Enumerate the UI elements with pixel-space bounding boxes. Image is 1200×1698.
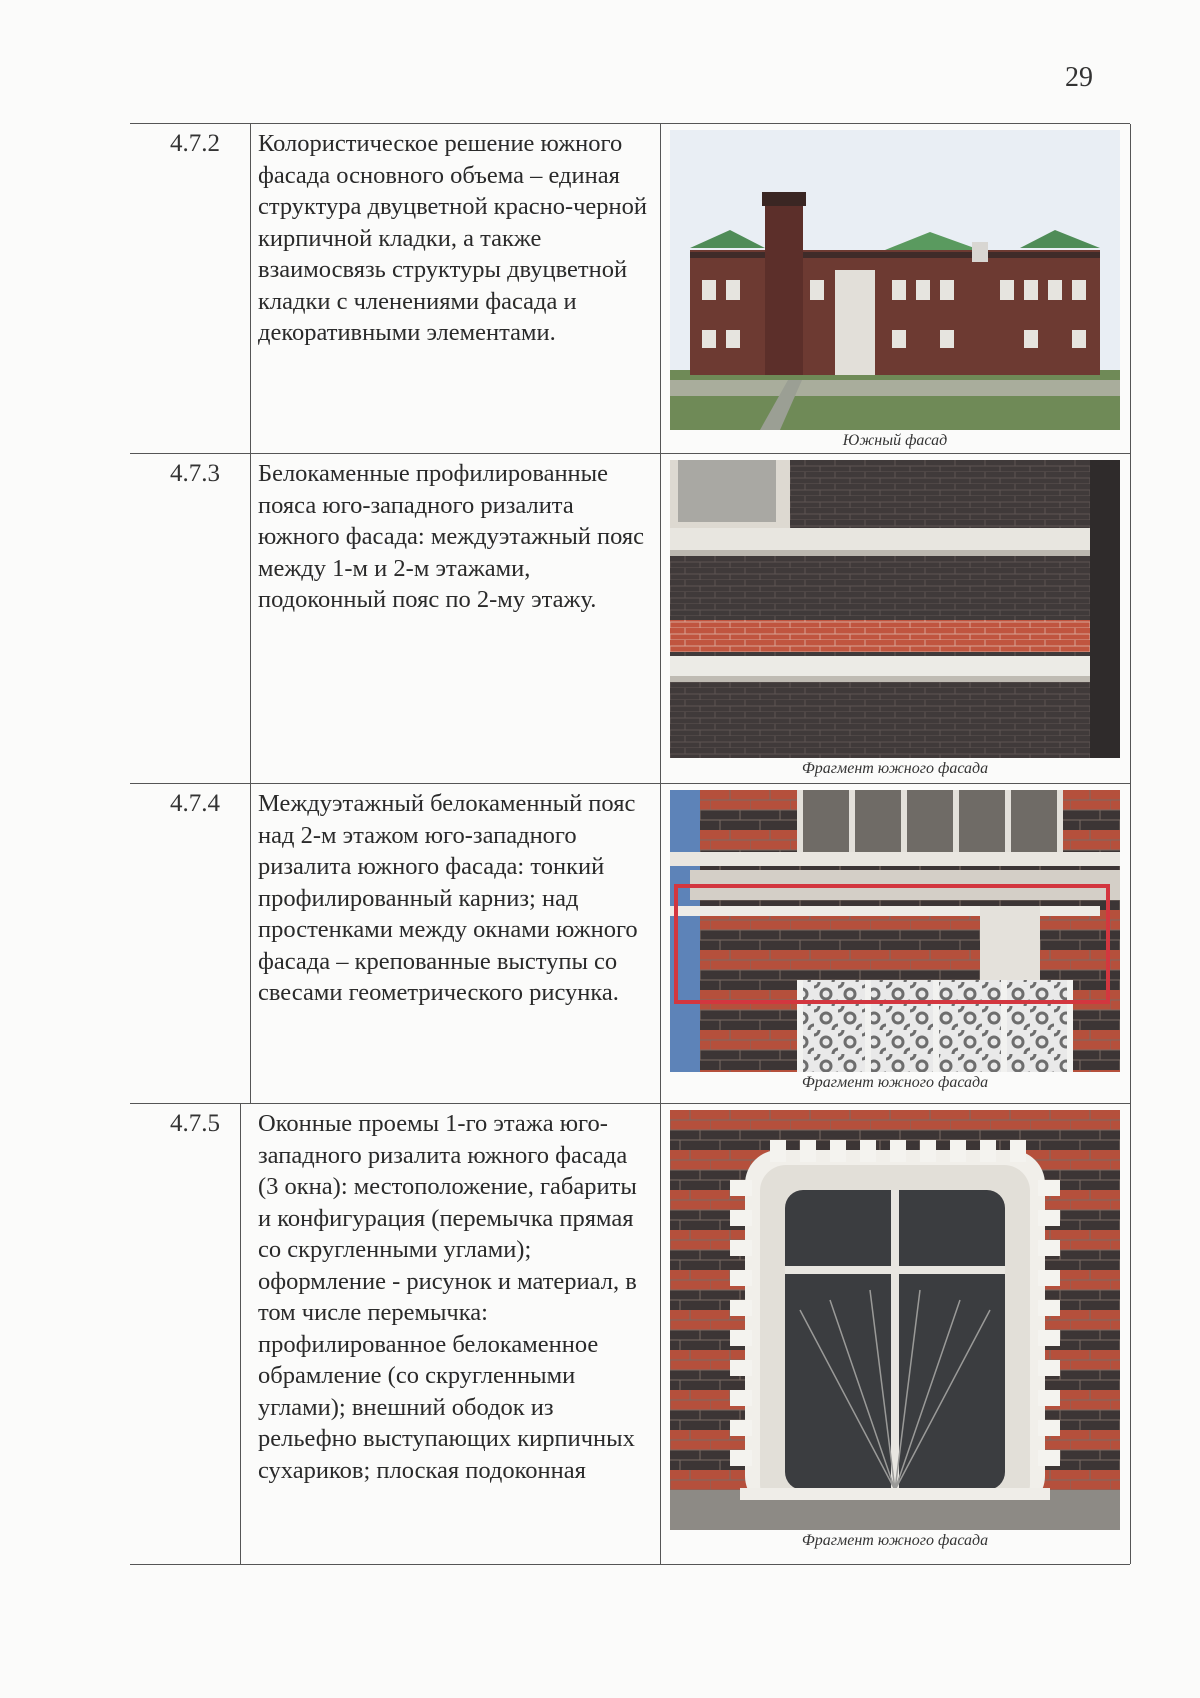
figure	[670, 790, 1120, 1092]
window-photo	[670, 1110, 1120, 1530]
item-number: 4.7.3	[170, 460, 220, 487]
page-number: 29	[1065, 62, 1093, 93]
table-row	[130, 123, 1130, 454]
table-row	[130, 1103, 1130, 1565]
item-description: Белокаменные профилированные пояса юго-западного ризалита южного фасада: междуэтажный пояс между 1-м и 2-м этажами, подоконный пояс по 2-му этажу.	[258, 460, 645, 613]
item-number: 4.7.2	[170, 130, 220, 157]
item-description: Оконные проемы 1-го этажа юго-западного ризалита южного фасада (3 окна): местоположение, габариты и конфигурация (перемычка прямая со скругленными углами); оформление - рисунок и материал, в том числе перемычка: профилированное белокаменное обрамление (со скругленными углами); внешний ободок из рельефно выступающих кирпичных сухариков; плоская подоконная	[258, 1110, 637, 1484]
south-facade-photo	[670, 130, 1120, 430]
figure	[670, 130, 1120, 450]
table-row	[130, 453, 1130, 784]
figure-caption: Фрагмент южного фасада	[801, 1532, 989, 1549]
figure-caption: Южный фасад	[842, 432, 948, 449]
item-number: 4.7.5	[170, 1110, 220, 1137]
figure	[670, 1110, 1120, 1550]
item-description: Междуэтажный белокаменный пояс над 2-м этажом юго-западного ризалита южного фасада: тонкий профилированный карниз; над простенками между окнами южного фасада – крепованные выступы со свесами геометрического рисунка.	[258, 790, 638, 1006]
figure	[670, 460, 1120, 778]
item-number: 4.7.4	[170, 790, 220, 817]
item-description: Колористическое решение южного фасада основного объема – единая структура двуцветной красно-черной кирпичной кладки, а также взаимосвязь структуры двуцветной кладки с членениями фасада и декоративными элементами.	[258, 130, 648, 346]
figure-caption: Фрагмент южного фасада	[801, 760, 989, 777]
figure-caption: Фрагмент южного фасада	[801, 1074, 989, 1091]
table-row	[130, 783, 1130, 1104]
cornice-photo	[670, 790, 1120, 1072]
belt-course-photo	[670, 460, 1120, 758]
